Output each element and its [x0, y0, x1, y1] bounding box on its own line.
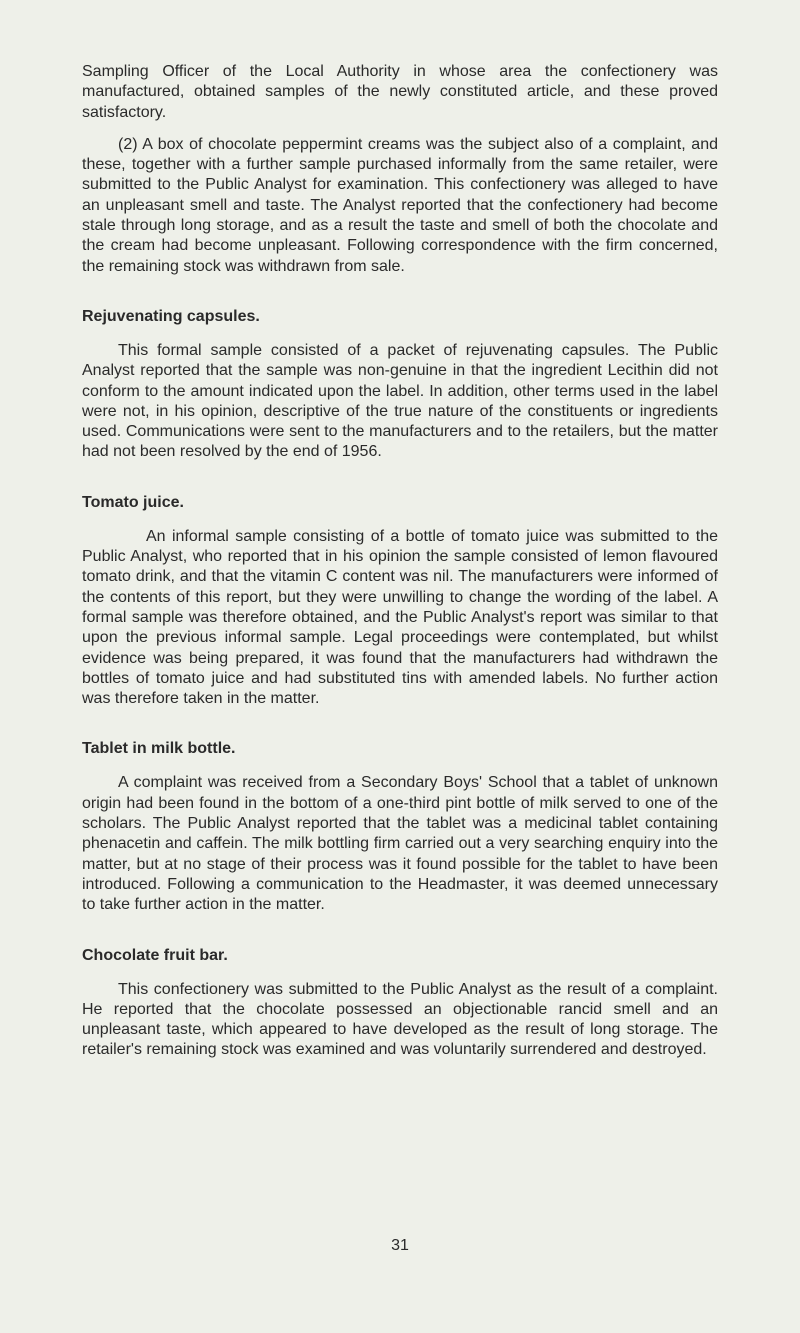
page-number: 31 [391, 1237, 409, 1254]
paragraph-peppermint-creams: (2) A box of chocolate peppermint creams was the subject also of a complaint, and these, together with a further sample purchased informally from the same retailer, were submitted to the Public Analyst for examination. This confectionery was alleged to have an unpleasant smell and taste. The Analyst reported that the confectionery had become stale through long storage, and as a result the taste and smell of both the chocolate and the cream had become unpleasant. Following correspondence with the firm concerned, the remaining stock was withdrawn from sale. [82, 135, 718, 275]
heading-tablet-in-milk-bottle: Tablet in milk bottle. [82, 740, 236, 758]
paragraph-chocolate-fruit-bar: This confectionery was submitted to the Public Analyst as the result of a complaint. He reported that the chocolate possessed an objectionable rancid smell and an unpleasant taste, which appeared to have developed as the result of long storage. The retailer's remaining stock was examined and was voluntarily surrendered and destroyed. [82, 980, 718, 1059]
heading-rejuvenating-capsules: Rejuvenating capsules. [82, 307, 260, 325]
opening-paragraph: Sampling Officer of the Local Authority in whose area the confectionery was manufactured, obtained samples of the newly constituted article, and these proved satisfactory. [82, 63, 718, 121]
paragraph-tablet-in-milk-bottle: A complaint was received from a Secondary Boys' School that a tablet of unknown origin had been found in the bottom of a one-third pint bottle of milk served to one of the scholars. The Public Analyst reported that the tablet was a medicinal tablet containing phenacetin and caffein. The milk bottling firm carried out a very searching enquiry into the matter, but at no stage of their process was it found possible for the tablet to have been introduced. Following a communication to the Headmaster, it was deemed unnecessary to take further action in the matter. [82, 774, 718, 914]
heading-chocolate-fruit-bar: Chocolate fruit bar. [82, 946, 228, 964]
paragraph-tomato-juice: An informal sample consisting of a bottle of tomato juice was submitted to the Public Analyst, who reported that in his opinion the sample consisted of lemon flavoured tomato drink, and that the vitamin C content was nil. The manufacturers were informed of the contents of this report, but they were unwilling to change the wording of the label. A formal sample was therefore obtained, and the Public Analyst's report was similar to that upon the previous informal sample. Legal proceedings were contemplated, but whilst evidence was being prepared, it was found that the manufacturers had withdrawn the bottles of tomato juice and had substituted tins with amended labels. No further action was therefore taken in the matter. [82, 527, 718, 708]
paragraph-rejuvenating-capsules: This formal sample consisted of a packet of rejuvenating capsules. The Public Analyst reported that the sample was non-genuine in that the ingredient Lecithin did not conform to the amount indicated upon the label. In addition, other terms used in the label were not, in his opinion, descriptive of the true nature of the constituents or ingredients used. Communications were sent to the manufacturers and to the retailers, but the matter had not been resolved by the end of 1956. [82, 341, 718, 461]
heading-tomato-juice: Tomato juice. [82, 493, 184, 511]
